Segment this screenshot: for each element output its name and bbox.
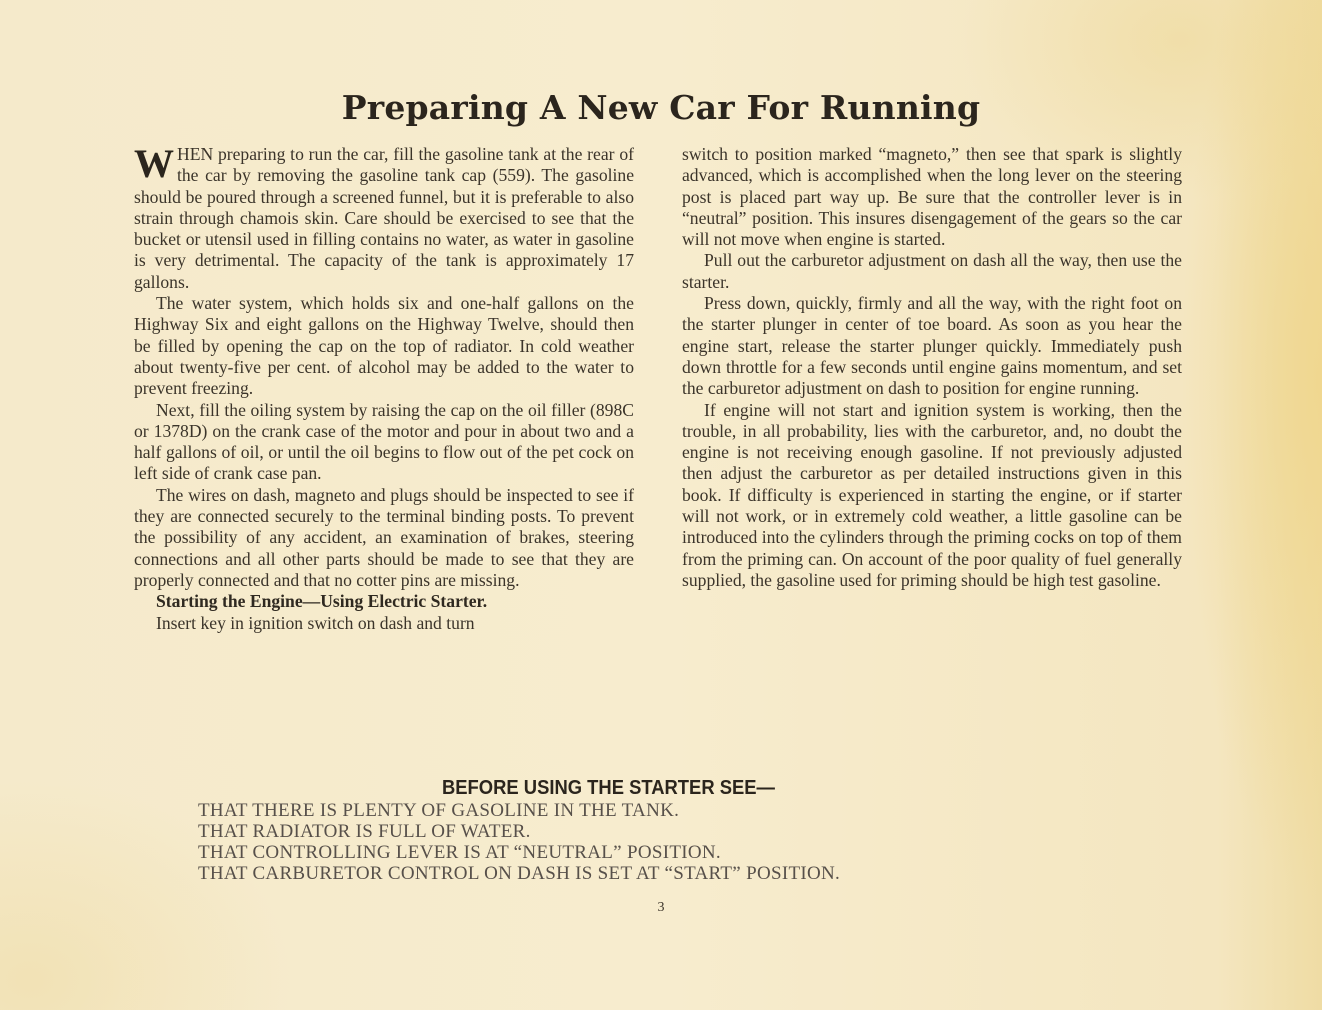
subheading-starting-engine: Starting the Engine—Using Electric Starter. [156, 591, 488, 612]
paragraph-oiling-system: Next, fill the oiling system by raising the cap on the oil filler (898C or 1378D) on the crank case of the motor and pour in about two and a half gallons of oil, or until the oil begins to flow out of the pet cock on left side of crank case pan. [134, 399, 634, 484]
page-title: Preparing A New Car For Running [341, 88, 981, 127]
paragraph-wires-inspection: The wires on dash, magneto and plugs should be inspected to see if they are connected securely to the terminal binding posts. To prevent the possibility of any accident, an examination of brakes, steering connections and all other parts should be made to see that they are properly connected and that no cotter pins are missing. [134, 484, 634, 590]
checklist-item: THAT CONTROLLING LEVER IS AT “NEUTRAL” POSITION. [198, 842, 721, 863]
checklist-item: THAT RADIATOR IS FULL OF WATER. [198, 821, 531, 842]
checklist-items [198, 800, 1098, 884]
right-column [682, 144, 1182, 591]
dropcap-initial: W [134, 141, 174, 186]
paragraph-carburetor-pull: Pull out the carburetor adjustment on dash all the way, then use the starter. [682, 250, 1182, 292]
paragraph-switch-position: switch to position marked “magneto,” then see that spark is slightly advanced, which is accomplished when the long lever on the steering post is placed part way up. Be sure that the controller lever is in “neutral” position. This insures disengagement of the gears so the car will not move when engine is started. [682, 144, 1182, 250]
paragraph-water-system: The water system, which holds six and one-half gallons on the Highway Six and eight gallons on the Highway Twelve, should then be filled by opening the cap on the top of radiator. In cold weather about twenty-five per cent. of alcohol may be added to the water to prevent freezing. [134, 293, 634, 399]
paragraph-press-starter: Press down, quickly, firmly and all the way, with the right foot on the starter plunger in center of toe board. As soon as you hear the engine start, release the starter plunger quickly. Immediately push down throttle for a few seconds until engine gains momentum, and set the carburetor adjustment on dash to position for engine running. [682, 293, 1182, 399]
checklist-item: THAT CARBURETOR CONTROL ON DASH IS SET AT “START” POSITION. [198, 863, 841, 884]
paragraph-insert-key: Insert key in ignition switch on dash and turn [156, 612, 475, 633]
paragraph-troubleshooting: If engine will not start and ignition system is working, then the trouble, in all probability, lies with the carburetor, and, no doubt the engine is not receiving enough gasoline. If not previously adjusted then adjust the carburetor as per detailed instructions given in this book. If difficulty is experienced in starting the engine, or if starter will not work, or in extremely cold weather, a little gasoline can be introduced into the cylinders through the priming cocks on top of them from the priming can. On account of the poor quality of fuel generally supplied, the gasoline used for priming should be high test gasoline. [682, 399, 1182, 590]
starter-checklist [198, 776, 1098, 884]
page-number: 3 [657, 900, 665, 915]
paragraph-gasoline: WHEN preparing to run the car, fill the gasoline tank at the rear of the car by removing the gasoline tank cap (559). The gasoline should be poured through a screened funnel, but it is preferable to also strain through chamois skin. Care should be exercised to see that the bucket or utensil used in filling contains no water, as water in gasoline is very detrimental. The capacity of the tank is approximately 17 gallons. [134, 141, 634, 292]
left-column [134, 141, 634, 634]
checklist-heading: BEFORE USING THE STARTER SEE— [442, 777, 775, 799]
checklist-item: THAT THERE IS PLENTY OF GASOLINE IN THE TANK. [198, 800, 680, 821]
